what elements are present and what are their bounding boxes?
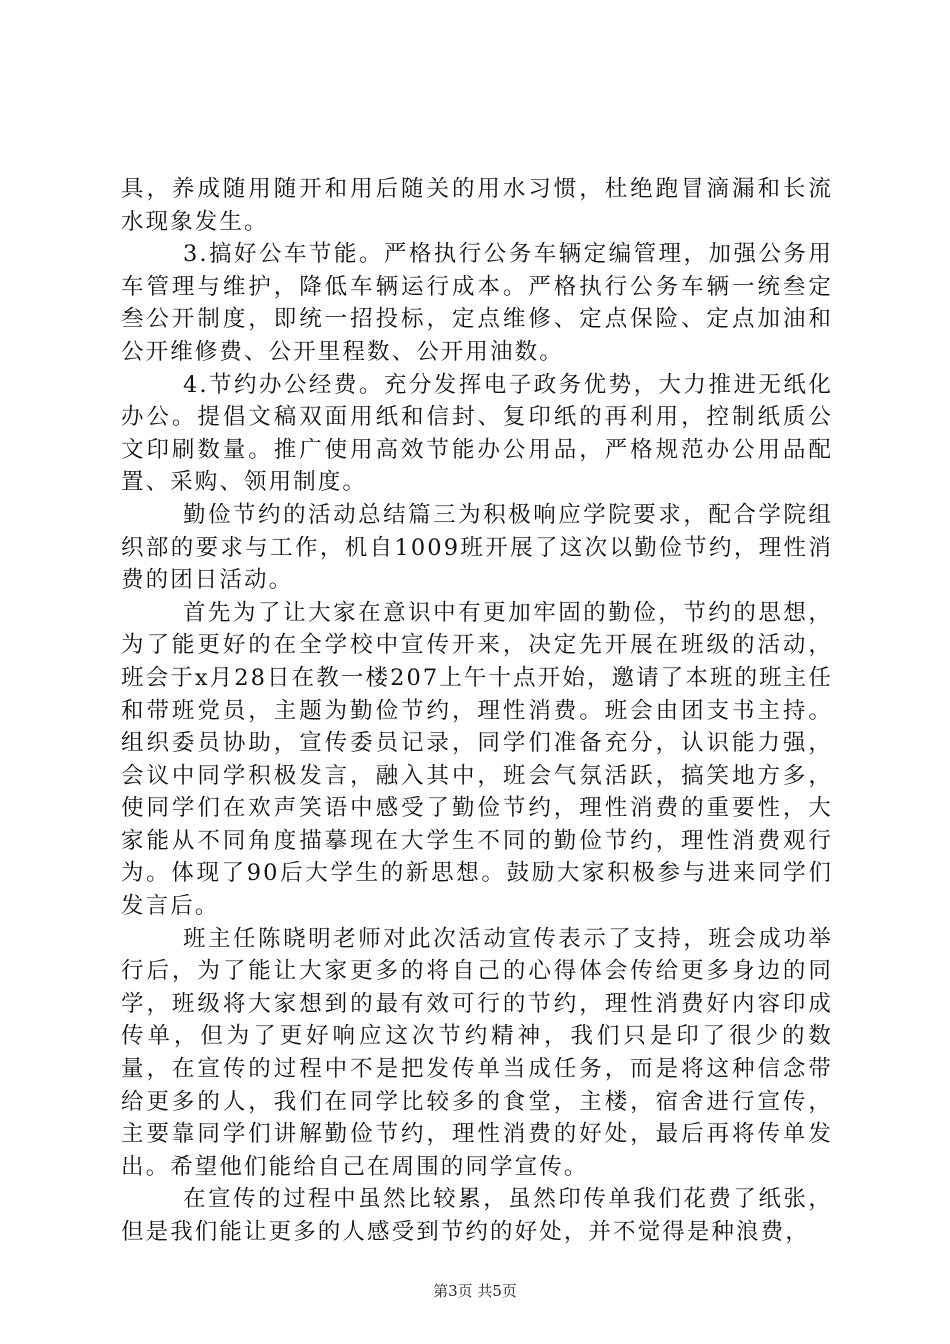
paragraph-continuation: 具，养成随用随开和用后随关的用水习惯，杜绝跑冒滴漏和长流水现象发生。 — [121, 176, 833, 235]
document-body — [121, 173, 833, 1249]
paragraph-summary-part-three: 勤俭节约的活动总结篇三为积极响应学院要求，配合学院组织部的要求与工作，机自1009班开展了这次以勤俭节约，理性消费的团日活动。 — [121, 501, 833, 594]
paragraph-promotion: 在宣传的过程中虽然比较累，虽然印传单我们花费了纸张，但是我们能让更多的人感受到节约的好处，并不觉得是种浪费， — [121, 1186, 833, 1245]
paragraph-vehicle-energy: 3.搞好公车节能。严格执行公务车辆定编管理，加强公务用车管理与维护，降低车辆运行成本。严格执行公务车辆一统叁定叁公开制度，即统一招投标，定点维修、定点保险、定点加油和公开维修费、公开里程数、公开用油数。 — [121, 241, 833, 365]
paragraph-head-teacher: 班主任陈晓明老师对此次活动宣传表示了支持，班会成功举行后，为了能让大家更多的将自己的心得体会传给更多身边的同学，班级将大家想到的最有效可行的节约，理性消费好内容印成传单，但为了更好响应这次节约精神，我们只是印了很少的数量，在宣传的过程中不是把发传单当成任务，而是将这种信念带给更多的人，我们在同学比较多的食堂，主楼，宿舍进行宣传，主要靠同学们讲解勤俭节约，理性消费的好处，最后再将传单发出。希望他们能给自己在周围的同学宣传。 — [121, 925, 833, 1180]
paragraph-office-expenses: 4.节约办公经费。充分发挥电子政务优势，大力推进无纸化办公。提倡文稿双面用纸和信封、复印纸的再利用，控制纸质公文印刷数量。推广使用高效节能办公用品，严格规范办公用品配置、采购、领用制度。 — [121, 371, 833, 496]
page-number-footer: 第3页 共5页 — [433, 1282, 517, 1300]
paragraph-class-meeting: 首先为了让大家在意识中有更加牢固的勤俭，节约的思想，为了能更好的在全学校中宣传开来，决定先开展在班级的活动，班会于x月28日在教一楼207上午十点开始，邀请了本班的班主任和带班党员，主题为勤俭节约，理性消费。班会由团支书主持。组织委员协助，宣传委员记录，同学们准备充分，认识能力强，会议中同学积极发言，融入其中，班会气氛活跃，搞笑地方多，使同学们在欢声笑语中感受了勤俭节约，理性消费的重要性，大家能从不同角度描摹现在大学生不同的勤俭节约，理性消费观行为。体现了90后大学生的新思想。鼓励大家积极参与进来同学们发言后。 — [121, 599, 833, 920]
